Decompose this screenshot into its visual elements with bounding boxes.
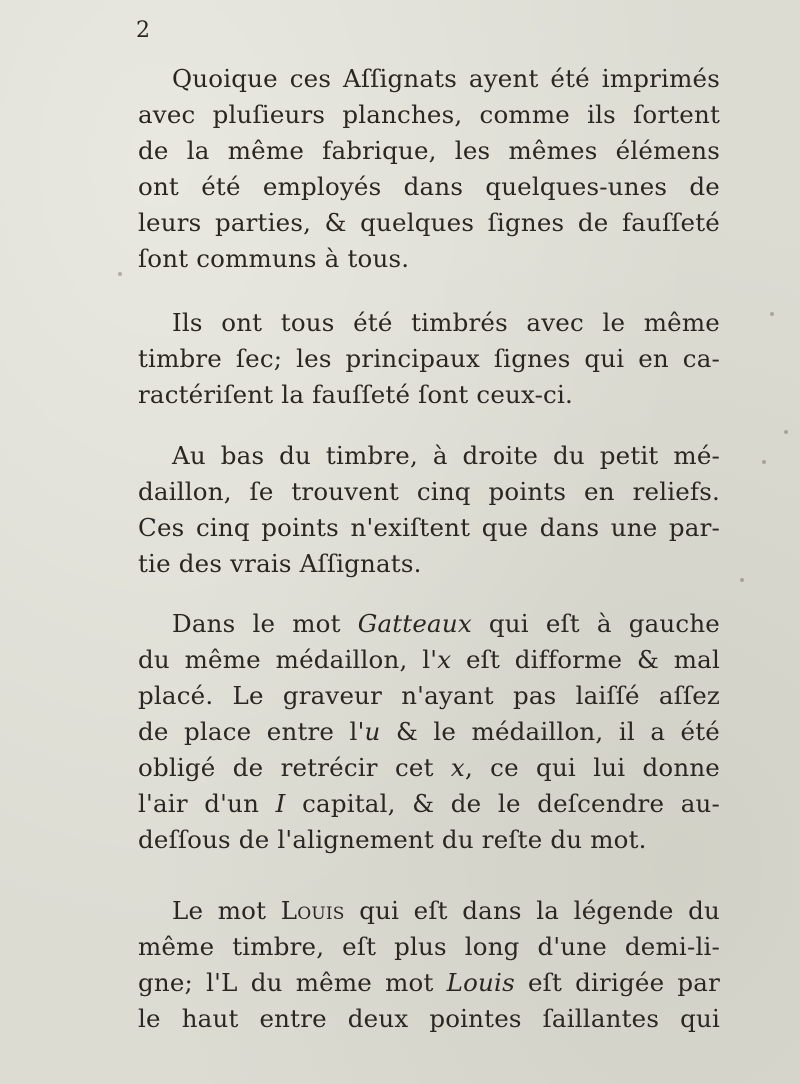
text-line <box>138 786 720 822</box>
text-segment: qui eſt dans la légende du <box>344 896 720 925</box>
text-segment: du même médaillon, l' <box>138 645 438 674</box>
text-line <box>138 714 720 750</box>
text-segment: obligé de retrécir cet <box>138 753 451 782</box>
text-line: placé. Le graveur n'ayant pas laiſſé aſſez <box>138 681 720 710</box>
paragraph-1 <box>138 61 720 277</box>
text-line <box>138 642 720 678</box>
paper-speck <box>740 578 744 582</box>
italic-word: Louis <box>446 968 515 997</box>
text-segment: Le mot <box>172 896 281 925</box>
text-segment: capital, & de le deſcendre au- <box>285 789 720 818</box>
paper-speck <box>784 430 788 434</box>
text-segment: qui eſt à gauche <box>471 609 721 638</box>
text-line: leurs parties, & quelques ſignes de fauſſeté <box>138 208 720 237</box>
paper-speck <box>118 272 122 276</box>
text-line: Ces cinq points n'exiſtent que dans une par- <box>138 513 720 542</box>
text-line: même timbre, eſt plus long d'une demi-li- <box>138 932 720 961</box>
text-segment: & le médaillon, il a été <box>380 717 720 746</box>
text-line <box>138 606 720 642</box>
text-line: timbre ſec; les principaux ſignes qui en ca- <box>138 344 720 373</box>
text-line: ſont communs à tous. <box>138 244 410 273</box>
paragraph-2 <box>138 305 720 413</box>
text-line: daillon, ſe trouvent cinq points en reliefs. <box>138 477 720 506</box>
text-segment: de place entre l' <box>138 717 365 746</box>
text-line: Ils ont tous été timbrés avec le même <box>172 308 720 337</box>
text-line: de la même fabrique, les mêmes élémens <box>138 136 720 165</box>
text-line: avec pluſieurs planches, comme ils ſortent <box>138 100 720 129</box>
text-segment: eſt difforme & mal <box>451 645 720 674</box>
text-line: tie des vrais Aſſignats. <box>138 549 422 578</box>
text-line: deſſous de l'alignement du reſte du mot. <box>138 825 647 854</box>
text-segment: , ce qui lui donne <box>464 753 721 782</box>
text-segment: gne; l'L du même mot <box>138 968 447 997</box>
paper-speck <box>770 312 774 316</box>
text-line: ont été employés dans quelques-unes de <box>138 172 720 201</box>
italic-word: x <box>450 753 465 782</box>
paper-speck <box>762 460 766 464</box>
text-segment: eſt dirigée par <box>514 968 720 997</box>
text-line: le haut entre deux pointes ſaillantes qui <box>138 1004 720 1033</box>
text-line <box>138 965 720 1001</box>
paragraph-3 <box>138 438 720 582</box>
page-number: 2 <box>136 18 150 43</box>
text-line: Quoique ces Aſſignats ayent été imprimés <box>172 64 720 93</box>
italic-word: x <box>437 645 452 674</box>
italic-word: u <box>364 717 381 746</box>
smallcaps-word: Louis <box>280 896 345 925</box>
text-line <box>138 750 720 786</box>
paragraph-5 <box>138 893 720 1037</box>
text-segment: Dans le mot <box>172 609 358 638</box>
text-line: Au bas du timbre, à droite du petit mé- <box>172 441 720 470</box>
text-line: ractériſent la fauſſeté ſont ceux-ci. <box>138 380 574 409</box>
italic-word: Gatteaux <box>357 609 472 638</box>
text-segment: l'air d'un <box>138 789 276 818</box>
text-line <box>138 893 720 929</box>
italic-word: I <box>275 789 286 818</box>
paragraph-4 <box>138 606 720 858</box>
